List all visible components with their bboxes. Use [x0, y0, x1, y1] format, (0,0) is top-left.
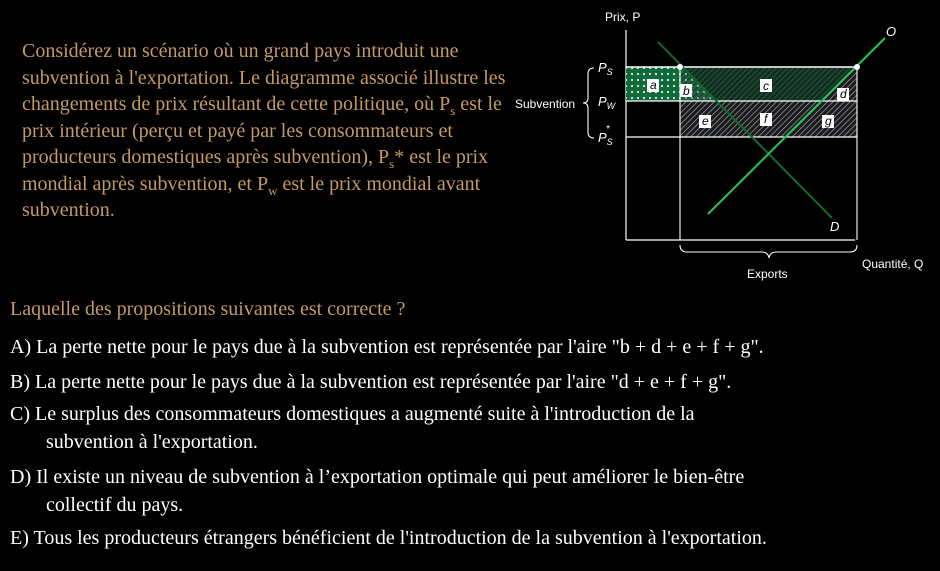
option-c[interactable]: C) Le surplus des consommateurs domestiques a augmenté suite à l'introduction de la subvention à l'exportation.: [10, 403, 695, 453]
area-label-f: f: [764, 112, 768, 126]
area-label-b: b: [683, 84, 690, 98]
option-a[interactable]: A) La perte nette pour le pays due à la subvention est représentée par l'aire "b + d + e + f + g".: [10, 336, 764, 358]
area-label-e: e: [702, 114, 709, 128]
ps-label: $P_S$: [598, 60, 613, 77]
point-ps-demand: [677, 64, 683, 70]
pss-label: $P_S*$: [598, 124, 613, 147]
question-text: Laquelle des propositions suivantes est correcte ?: [10, 298, 406, 320]
export-subsidy-diagram: [510, 0, 940, 290]
intro-paragraph: Considérez un scénario où un grand pays introduit une subvention à l'exportation. Le diagramme associé illustre les changements de prix résultant de cette politique, où $P_s$ est le prix intérieur (perçu et payé par les consommateurs et producteurs domestiques après subvention), $P_s*$ est le prix mondial après subvention, et $P_w$ est le prix mondial avant subvention.: [22, 40, 506, 221]
area-label-a: a: [650, 78, 657, 92]
x-axis-label: Quantité, Q: [862, 257, 924, 271]
y-axis-label: Prix, P: [605, 10, 641, 24]
subsidy-brace: [583, 68, 594, 138]
exports-label: Exports: [747, 267, 788, 281]
exports-brace: [680, 245, 857, 258]
point-ps-supply: [854, 64, 860, 70]
demand-label: D: [830, 219, 840, 234]
area-label-g: g: [825, 114, 832, 128]
option-d[interactable]: D) Il existe un niveau de subvention à l’exportation optimale qui peut améliorer le bien-être collectif du pays.: [10, 466, 745, 516]
pw-label: $P_W$: [598, 94, 616, 111]
area-label-d: d: [840, 87, 847, 101]
supply-label: O: [886, 24, 897, 39]
subsidy-label: Subvention: [515, 97, 576, 111]
area-label-c: c: [763, 79, 769, 93]
option-e[interactable]: E) Tous les producteurs étrangers bénéficient de l'introduction de la subvention à l'exportation.: [10, 527, 767, 549]
option-b[interactable]: B) La perte nette pour le pays due à la subvention est représentée par l'aire "d + e + f + g".: [10, 371, 732, 393]
